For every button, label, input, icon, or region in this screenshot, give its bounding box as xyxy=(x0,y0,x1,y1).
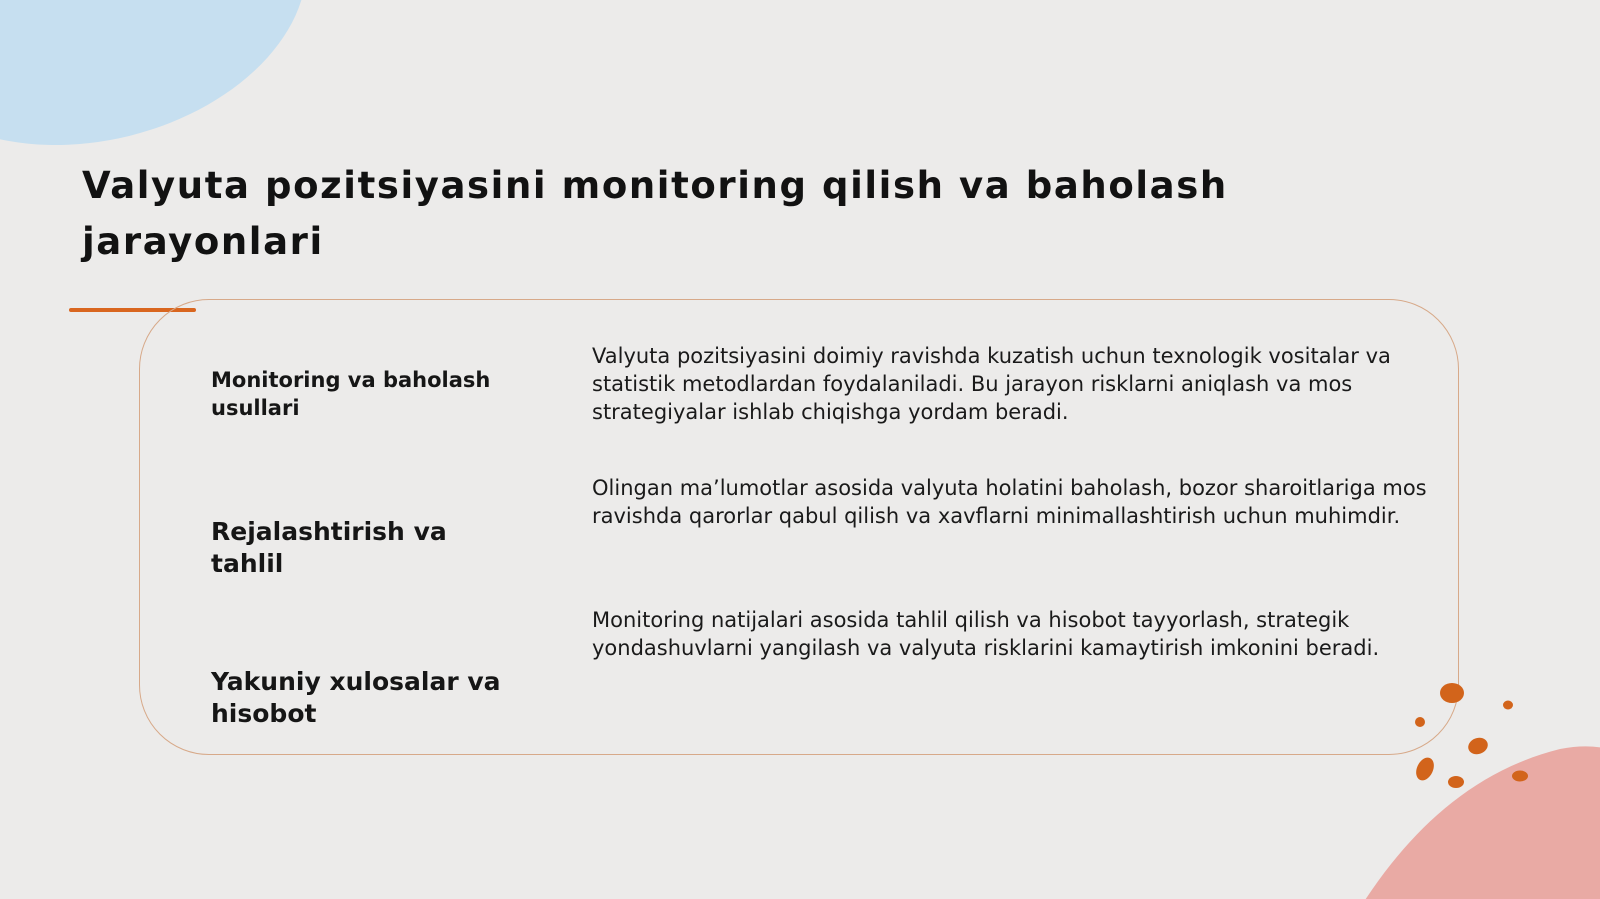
orange-splatter-decoration xyxy=(1340,659,1600,899)
row-label-planning: Rejalashtirish va tahlil xyxy=(211,517,447,578)
row-description-conclusions: Monitoring natijalari asosida tahlil qilish va hisobot tayyorlash, strategik yondashuvlarni yangilash va valyuta risklarini kamaytirish imkonini beradi. xyxy=(592,608,1380,660)
row-label-monitoring: Monitoring va baholash usullari xyxy=(211,368,491,420)
row-description-planning: Olingan ma’lumotlar asosida valyuta holatini baholash, bozor sharoitlariga mos ravishda qarorlar qabul qilish va xavflarni minimallashtirish uchun muhimdir. xyxy=(592,476,1427,528)
row-description-monitoring: Valyuta pozitsiyasini doimiy ravishda kuzatish uchun texnologik vositalar va statistik metodlardan foydalaniladi. Bu jarayon risklarni aniqlash va mos strategiyalar ishlab chiqishga yordam beradi. xyxy=(592,344,1391,424)
slide-title: Valyuta pozitsiyasini monitoring qilish va baholash jarayonlari xyxy=(82,164,1228,263)
row-label-conclusions: Yakuniy xulosalar va hisobot xyxy=(211,667,501,728)
